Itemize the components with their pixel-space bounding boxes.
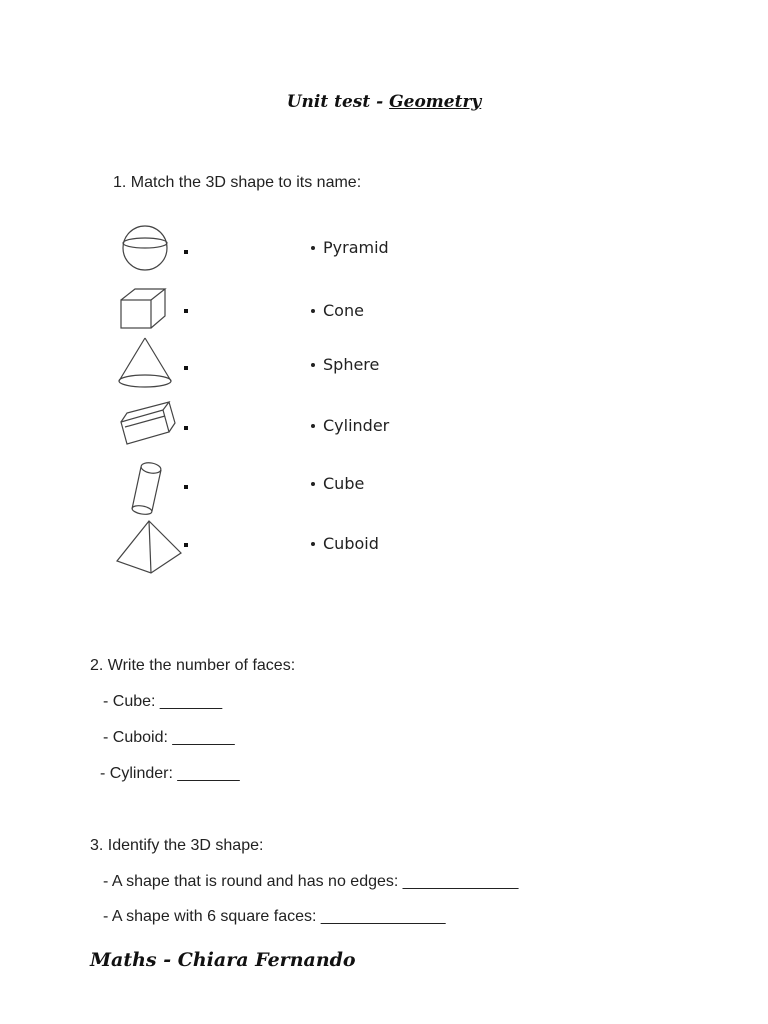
title-subject: Geometry (389, 92, 482, 112)
page-title (0, 92, 768, 112)
shape-name-item (311, 474, 364, 493)
cube-icon (121, 289, 165, 328)
identify-square-faces-line[interactable]: - A shape with 6 square faces: ______________ (103, 908, 446, 925)
shape-name-label: Cuboid (323, 534, 379, 553)
cylinder-icon (131, 461, 161, 515)
shape-name-label: Cube (323, 474, 365, 493)
match-dot[interactable] (184, 250, 188, 254)
shape-name-label: Cylinder (323, 416, 390, 435)
question-3-prompt: 3. Identify the 3D shape: (90, 837, 264, 854)
faces-cuboid-line[interactable]: - Cuboid: _______ (103, 729, 235, 746)
shapes-column (105, 215, 205, 585)
shape-name-item (311, 238, 389, 257)
match-dot[interactable] (184, 543, 188, 547)
shape-name-label: Cone (323, 301, 364, 320)
match-dot[interactable] (311, 246, 315, 250)
cuboid-icon (121, 402, 175, 444)
match-dot[interactable] (311, 424, 315, 428)
shape-name-item (311, 301, 364, 320)
faces-cube-line[interactable]: - Cube: _______ (103, 693, 223, 710)
match-dot[interactable] (311, 363, 315, 367)
sphere-icon (123, 226, 167, 270)
match-dot[interactable] (311, 542, 315, 546)
match-dot[interactable] (184, 426, 188, 430)
cone-icon (119, 338, 171, 387)
match-dot[interactable] (311, 309, 315, 313)
shape-name-item (311, 534, 379, 553)
footer-author: Maths - Chiara Fernando (90, 949, 356, 971)
shape-name-item (311, 416, 389, 435)
title-prefix: Unit test - (286, 92, 390, 112)
shape-name-label: Pyramid (323, 238, 389, 257)
match-dot[interactable] (311, 482, 315, 486)
faces-cylinder-line[interactable]: - Cylinder: _______ (100, 765, 240, 782)
match-dot[interactable] (184, 309, 188, 313)
question-2-prompt: 2. Write the number of faces: (90, 657, 296, 674)
pyramid-icon (117, 521, 181, 573)
match-dot[interactable] (184, 366, 188, 370)
shape-name-item (311, 355, 379, 374)
shape-name-label: Sphere (323, 355, 380, 374)
identify-round-line[interactable]: - A shape that is round and has no edges: _____________ (103, 873, 519, 890)
match-dot[interactable] (184, 485, 188, 489)
question-1-prompt: 1. Match the 3D shape to its name: (113, 174, 362, 191)
